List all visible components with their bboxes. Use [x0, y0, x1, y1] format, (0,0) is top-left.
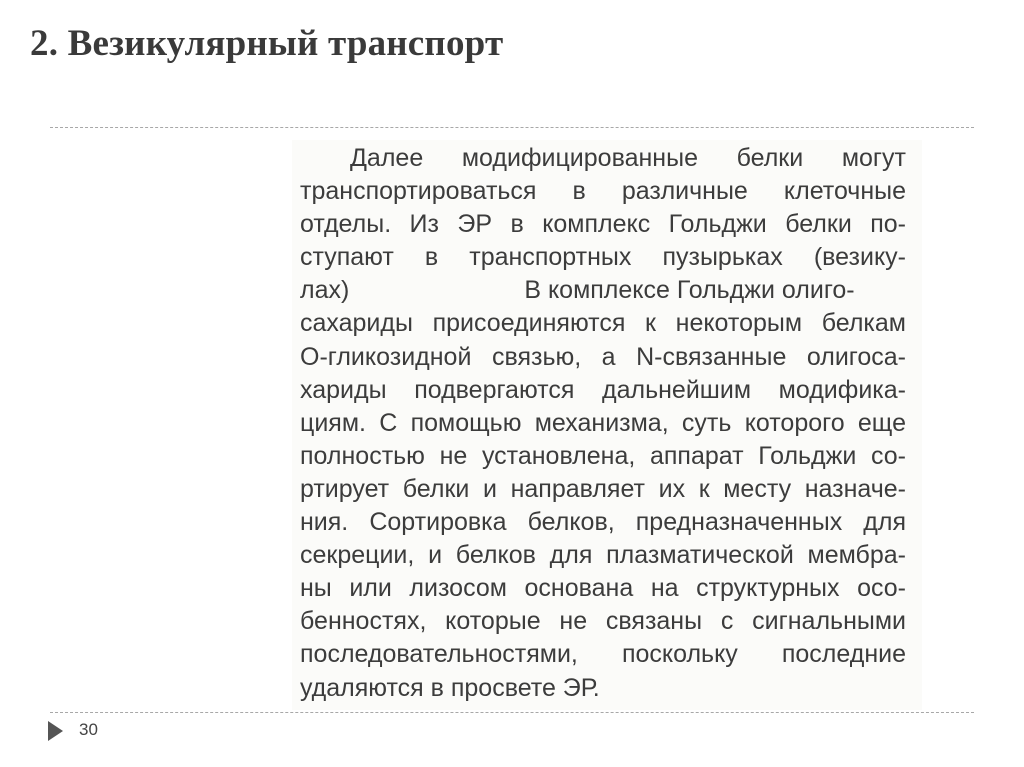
- text-line: О-гликозидной связью, а N-связанные олигоса-: [300, 342, 906, 371]
- bottom-divider: [50, 712, 974, 713]
- text-line: хариды подвергаются дальнейшим модифика-: [300, 375, 906, 404]
- text-line: ртирует белки и направляет их к месту назначе-: [300, 474, 906, 503]
- text-fragment: лах): [300, 276, 350, 305]
- slide-title: 2. Везикулярный транспорт: [30, 23, 504, 64]
- text-line: ны или лизосом основана на структурных осо-: [300, 574, 906, 603]
- text-line: транспортироваться в различные клеточные: [300, 177, 906, 206]
- text-line: бенностях, которые не связаны с сигнальными: [300, 607, 906, 636]
- text-line: отделы. Из ЭР в комплекс Гольджи белки по-: [300, 210, 906, 239]
- text-fragment: В комплексе Гольджи олиго-: [524, 276, 855, 305]
- text-line: удаляются в просвете ЭР.: [300, 673, 600, 702]
- text-line: циям. С помощью механизма, суть которого еще: [300, 408, 906, 437]
- triangle-bullet-icon: [48, 721, 63, 741]
- text-line: последовательностями, поскольку последние: [300, 640, 906, 669]
- text-line: Далее модифицированные белки могут: [350, 144, 906, 172]
- text-line: ния. Сортировка белков, предназначенных для: [300, 508, 906, 537]
- text-line: полностью не установлена, аппарат Гольджи со-: [300, 441, 906, 470]
- text-line: секреции, и белков для плазматической мембра-: [300, 541, 906, 570]
- text-line-with-gap: [300, 274, 906, 307]
- page-number: 30: [79, 720, 98, 739]
- scanned-text-block: [300, 142, 906, 705]
- top-divider: [50, 127, 974, 128]
- text-line: ступают в транспортных пузырьках (везику-: [300, 243, 906, 272]
- text-line: сахариды присоединяются к некоторым белкам: [300, 309, 906, 338]
